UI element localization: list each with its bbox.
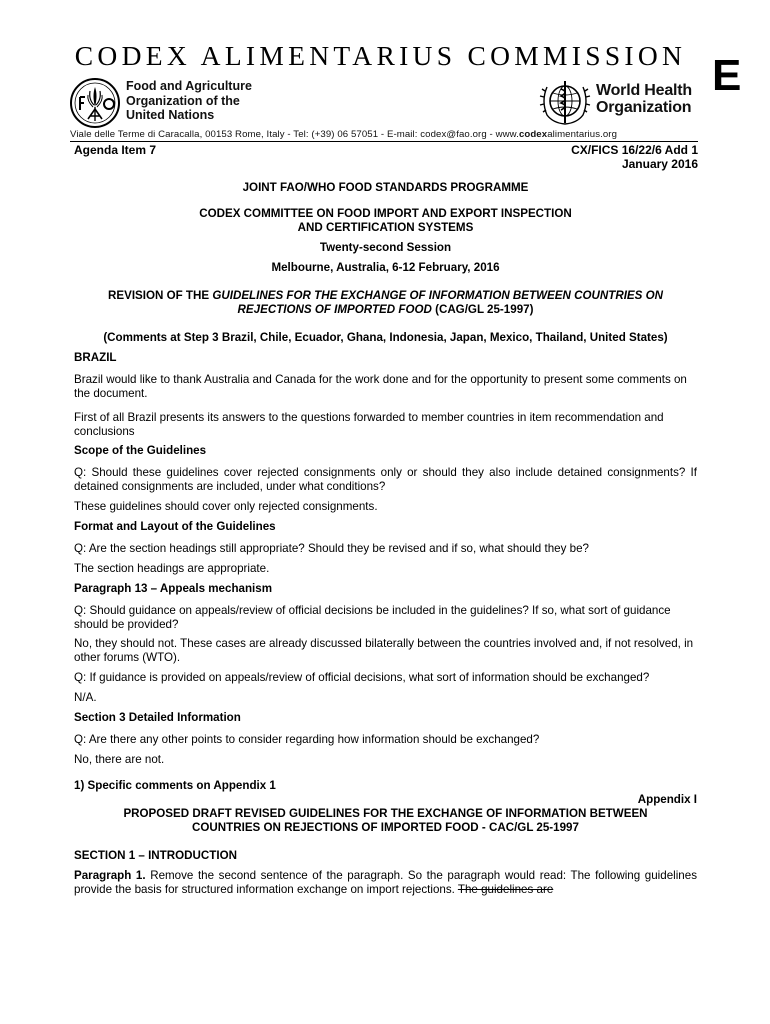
committee-title xyxy=(74,207,697,235)
country-heading: BRAZIL xyxy=(74,351,117,364)
comments-list: (Comments at Step 3 Brazil, Chile, Ecuador, Ghana, Indonesia, Japan, Mexico, Thailand, United States) xyxy=(103,331,668,344)
format-heading: Format and Layout of the Guidelines xyxy=(74,520,276,533)
revision-prefix: REVISION OF THE xyxy=(107,289,213,302)
paragraph1-label: Paragraph 1. xyxy=(74,869,146,882)
session-title: Twenty-second Session xyxy=(319,241,452,254)
appendix-label: Appendix I xyxy=(637,793,697,806)
section3-heading: Section 3 Detailed Information xyxy=(74,711,241,724)
address-suffix: alimentarius.org xyxy=(547,129,618,140)
paragraph1-struck-text: The guidelines are xyxy=(457,883,554,896)
document-ref-code: CX/FICS 16/22/6 Add 1 xyxy=(571,143,698,157)
first-paragraph: First of all Brazil presents its answers to the questions forwarded to member countries in item recommendation and conclusions xyxy=(74,411,664,438)
who-name xyxy=(596,82,692,116)
specific-comments-heading: 1) Specific comments on Appendix 1 xyxy=(74,779,276,792)
scope-answer: These guidelines should cover only rejected consignments. xyxy=(74,500,378,513)
paragraph1-text: Remove the second sentence of the paragraph. So the paragraph would read: The following guidelines provide the basis for structured information exchange on import rejections. xyxy=(74,869,697,896)
para13-answer: No, they should not. These cases are already discussed bilaterally between the countries involved and, if not resolved, in other forums (WTO). xyxy=(74,637,694,664)
scope-heading: Scope of the Guidelines xyxy=(74,444,207,457)
who-name-line: World Health xyxy=(596,82,692,99)
document-body xyxy=(74,181,697,897)
section1-heading: SECTION 1 – INTRODUCTION xyxy=(74,849,237,862)
format-answer: The section headings are appropriate. xyxy=(74,562,270,575)
revision-title xyxy=(74,289,697,317)
who-logo-icon xyxy=(537,77,593,129)
revision-italic: GUIDELINES FOR THE EXCHANGE OF INFORMATION BETWEEN COUNTRIES ON REJECTIONS OF IMPORTED FOOD xyxy=(212,289,664,316)
para13-heading: Paragraph 13 – Appeals mechanism xyxy=(74,582,273,595)
fao-name-line: Food and Agriculture xyxy=(126,79,252,93)
fao-logo-icon xyxy=(69,77,121,129)
proposed-title-line: PROPOSED DRAFT REVISED GUIDELINES FOR THE EXCHANGE OF INFORMATION BETWEEN xyxy=(123,807,648,820)
document-reference xyxy=(571,143,698,171)
revision-suffix: (CAG/GL 25-1997) xyxy=(431,303,534,316)
fao-name-line: United Nations xyxy=(126,108,215,122)
proposed-title xyxy=(74,807,697,835)
contact-address xyxy=(70,129,700,140)
intro-paragraph: Brazil would like to thank Australia and Canada for the work done and for the opportunity to present some comments on the document. xyxy=(74,373,687,400)
section3-question: Q: Are there any other points to consider regarding how information should be exchanged? xyxy=(74,733,540,746)
para13-answer-2: N/A. xyxy=(74,691,97,704)
scope-question: Q: Should these guidelines cover rejected consignments only or should they also include detained consignments? If detained consignments are included, under what conditions? xyxy=(74,466,697,493)
agenda-item: Agenda Item 7 xyxy=(74,143,157,157)
programme-title: JOINT FAO/WHO FOOD STANDARDS PROGRAMME xyxy=(242,181,529,194)
paragraph1 xyxy=(74,869,697,897)
fao-name xyxy=(126,79,252,123)
para13-question: Q: Should guidance on appeals/review of official decisions be included in the guidelines? If so, what sort of guidance should be provided? xyxy=(74,604,671,631)
document-date: January 2016 xyxy=(621,157,698,171)
address-bold: codex xyxy=(518,129,548,140)
commission-title: CODEX ALIMENTARIUS COMMISSION xyxy=(74,40,687,71)
committee-line: AND CERTIFICATION SYSTEMS xyxy=(297,221,474,234)
para13-question-2: Q: If guidance is provided on appeals/review of official decisions, what sort of information should be exchanged? xyxy=(74,671,650,684)
session-venue: Melbourne, Australia, 6-12 February, 2016 xyxy=(271,261,500,274)
section3-answer: No, there are not. xyxy=(74,753,165,766)
address-prefix: Viale delle Terme di Caracalla, 00153 Rome, Italy - Tel: (+39) 06 57051 - E-mail: codex@fao.org - www. xyxy=(70,129,519,140)
who-name-line: Organization xyxy=(596,99,692,116)
header-divider xyxy=(70,141,698,142)
format-question: Q: Are the section headings still appropriate? Should they be revised and if so, what should they be? xyxy=(74,542,589,555)
committee-line: CODEX COMMITTEE ON FOOD IMPORT AND EXPORT INSPECTION xyxy=(199,207,572,220)
language-letter: E xyxy=(712,51,742,100)
fao-name-line: Organization of the xyxy=(126,93,240,108)
proposed-title-line: COUNTRIES ON REJECTIONS OF IMPORTED FOOD - CAC/GL 25-1997 xyxy=(192,821,579,834)
